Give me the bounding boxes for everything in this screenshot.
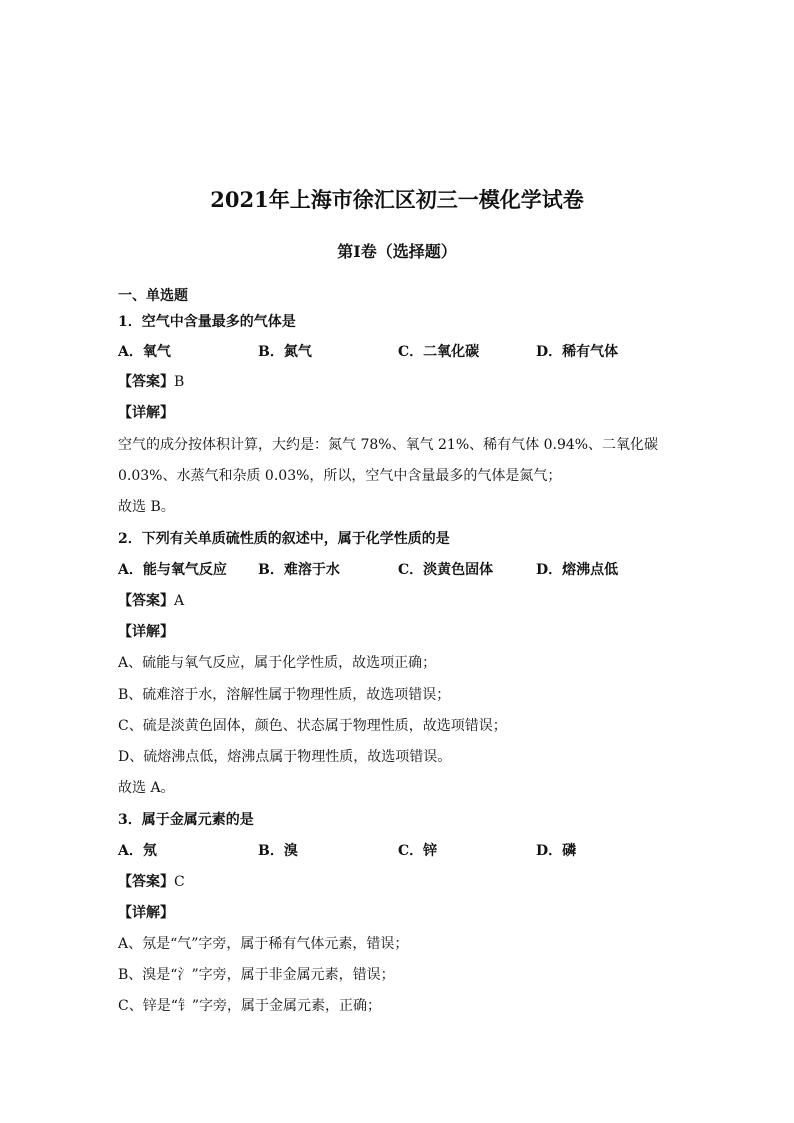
answer-line	[118, 371, 678, 393]
question-stem: 2．下列有关单质硫性质的叙述中，属于化学性质的是	[118, 531, 450, 547]
detail-line: A、硫能与氧气反应，属于化学性质，故选项正确；	[118, 655, 437, 671]
option-a: A．氧气	[118, 344, 171, 360]
section-heading: 一、单选题	[118, 288, 188, 304]
detail-line: B、硫难溶于水，溶解性属于物理性质，故选项错误；	[118, 687, 451, 703]
detail-label: 【详解】	[118, 624, 174, 640]
section-title: 第I卷（选择题）	[337, 242, 457, 261]
option-c: C．淡黄色固体	[398, 562, 494, 578]
answer-label: 【答案】	[118, 874, 174, 890]
answer-label: 【答案】	[118, 374, 174, 390]
option-b: B．氮气	[258, 344, 312, 360]
answer-line	[118, 590, 678, 612]
detail-line: 0.03%、水蒸气和杂质 0.03%，所以，空气中含量最多的气体是氮气；	[118, 468, 562, 484]
detail-line: 故选 B。	[118, 499, 175, 515]
detail-line: 空气的成分按体积计算，大约是：氮气 78%、氧气 21%、稀有气体 0.94%、二氧化碳	[118, 437, 659, 453]
detail-label: 【详解】	[118, 405, 174, 421]
detail-line: B、溴是“氵”字旁，属于非金属元素，错误；	[118, 967, 395, 983]
detail-line: D、硫熔沸点低，熔沸点属于物理性质，故选项错误。	[118, 749, 452, 765]
option-d: D．磷	[536, 843, 577, 859]
option-d: D．稀有气体	[536, 344, 619, 360]
detail-label: 【详解】	[118, 905, 174, 921]
option-a: A．氖	[118, 843, 157, 859]
page-title: 2021年上海市徐汇区初三一模化学试卷	[210, 187, 584, 212]
question-stem: 1．空气中含量最多的气体是	[118, 314, 296, 330]
detail-line: 故选 A。	[118, 780, 175, 796]
answer-value: C	[174, 874, 185, 890]
option-a: A．能与氧气反应	[118, 562, 227, 578]
option-b: B．难溶于水	[258, 562, 340, 578]
option-b: B．溴	[258, 843, 298, 859]
answer-value: B	[174, 374, 185, 390]
option-c: C．二氧化碳	[398, 344, 480, 360]
question-stem: 3．属于金属元素的是	[118, 812, 254, 828]
detail-line: C、硫是淡黄色固体，颜色、状态属于物理性质，故选项错误；	[118, 718, 507, 734]
option-c: C．锌	[398, 843, 438, 859]
detail-line: C、锌是“钅”字旁，属于金属元素，正确；	[118, 998, 382, 1014]
answer-label: 【答案】	[118, 593, 174, 609]
option-d: D．熔沸点低	[536, 562, 619, 578]
answer-value: A	[174, 593, 185, 609]
detail-line: A、氖是“气”字旁，属于稀有气体元素，错误；	[118, 936, 409, 952]
answer-line	[118, 871, 678, 893]
